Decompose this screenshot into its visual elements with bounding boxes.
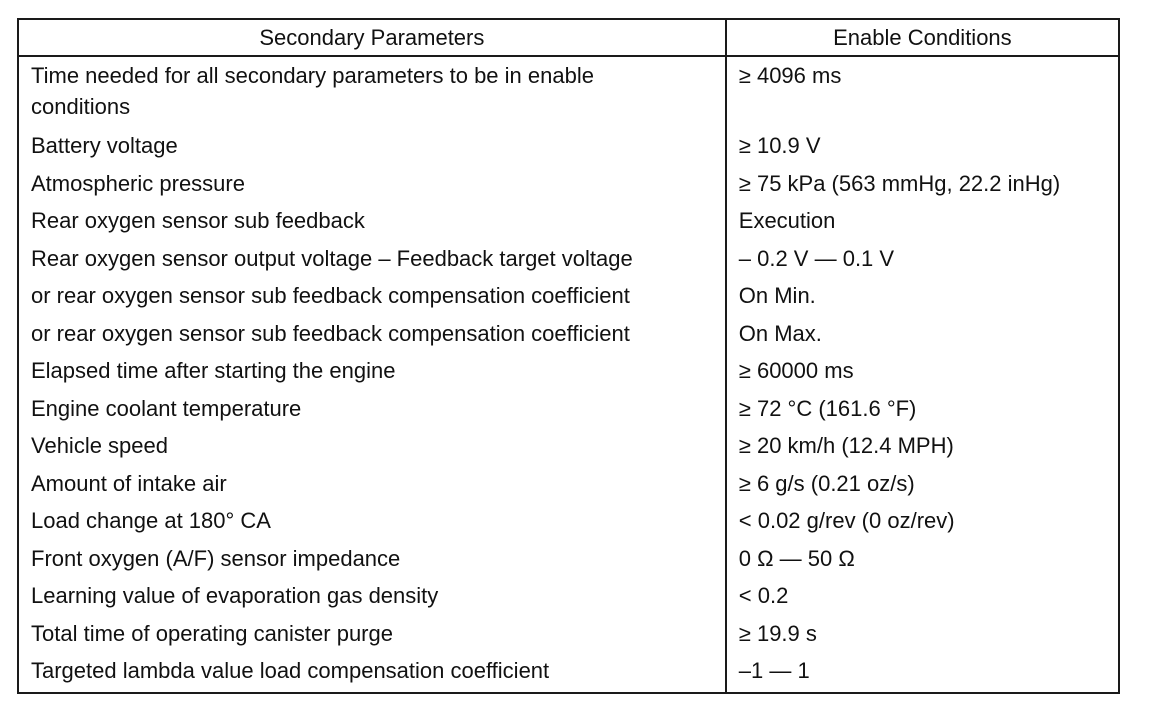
condition-cell: On Min. <box>726 277 1119 315</box>
parameter-cell: or rear oxygen sensor sub feedback compensation coefficient <box>31 283 630 308</box>
table-row <box>18 56 1119 127</box>
parameter-cell: Rear oxygen sensor output voltage – Feedback target voltage <box>31 245 633 271</box>
condition-cell: On Max. <box>726 315 1119 353</box>
table-row <box>18 502 1119 540</box>
table-row <box>18 352 1119 390</box>
condition-cell: < 0.02 g/rev (0 oz/rev) <box>726 502 1119 540</box>
parameter-cell: Load change at 180° CA <box>31 508 271 533</box>
parameter-cell: Engine coolant temperature <box>31 395 302 421</box>
table-row <box>18 127 1119 165</box>
parameter-cell: Rear oxygen sensor sub feedback <box>31 208 365 233</box>
table-row <box>18 652 1119 693</box>
condition-cell: ≥ 4096 ms <box>726 56 1119 127</box>
condition-cell: < 0.2 <box>726 577 1119 615</box>
table-row <box>18 390 1119 428</box>
parameter-cell: Learning value of evaporation gas density <box>31 583 439 608</box>
condition-cell: ≥ 6 g/s (0.21 oz/s) <box>726 465 1119 503</box>
parameter-cell: Total time of operating canister purge <box>31 620 393 646</box>
table-row <box>18 240 1119 278</box>
table-row <box>18 165 1119 203</box>
parameter-cell: Battery voltage <box>31 133 178 158</box>
table-row <box>18 615 1119 653</box>
condition-cell: ≥ 60000 ms <box>726 352 1119 390</box>
condition-cell: – 0.2 V — 0.1 V <box>726 240 1119 278</box>
table-row <box>18 540 1119 578</box>
condition-cell: 0 Ω — 50 Ω <box>726 540 1119 578</box>
parameter-cell: Targeted lambda value load compensation coefficient <box>31 658 550 683</box>
parameter-cell: or rear oxygen sensor sub feedback compensation coefficient <box>31 320 630 346</box>
table-row <box>18 427 1119 465</box>
condition-cell: ≥ 75 kPa (563 mmHg, 22.2 inHg) <box>726 165 1119 203</box>
table-row <box>18 465 1119 503</box>
table-header-row <box>18 19 1119 56</box>
table-row <box>18 577 1119 615</box>
parameter-cell: Vehicle speed <box>31 433 168 458</box>
condition-cell: ≥ 20 km/h (12.4 MPH) <box>726 427 1119 465</box>
condition-cell: –1 — 1 <box>726 652 1119 693</box>
condition-cell: ≥ 72 °C (161.6 °F) <box>726 390 1119 428</box>
parameter-cell: Front oxygen (A/F) sensor impedance <box>31 545 401 571</box>
condition-cell: ≥ 10.9 V <box>726 127 1119 165</box>
condition-cell: ≥ 19.9 s <box>726 615 1119 653</box>
parameter-cell: Time needed for all secondary parameters to be in enable conditions <box>31 63 594 119</box>
header-enable-conditions: Enable Conditions <box>726 19 1119 56</box>
parameter-cell: Amount of intake air <box>31 470 227 496</box>
table-row <box>18 202 1119 240</box>
table-row <box>18 277 1119 315</box>
parameter-cell: Atmospheric pressure <box>31 170 245 196</box>
enable-conditions-table <box>17 18 1120 694</box>
condition-cell: Execution <box>726 202 1119 240</box>
table-row <box>18 315 1119 353</box>
parameter-cell: Elapsed time after starting the engine <box>31 358 396 383</box>
header-secondary-parameters: Secondary Parameters <box>18 19 726 56</box>
